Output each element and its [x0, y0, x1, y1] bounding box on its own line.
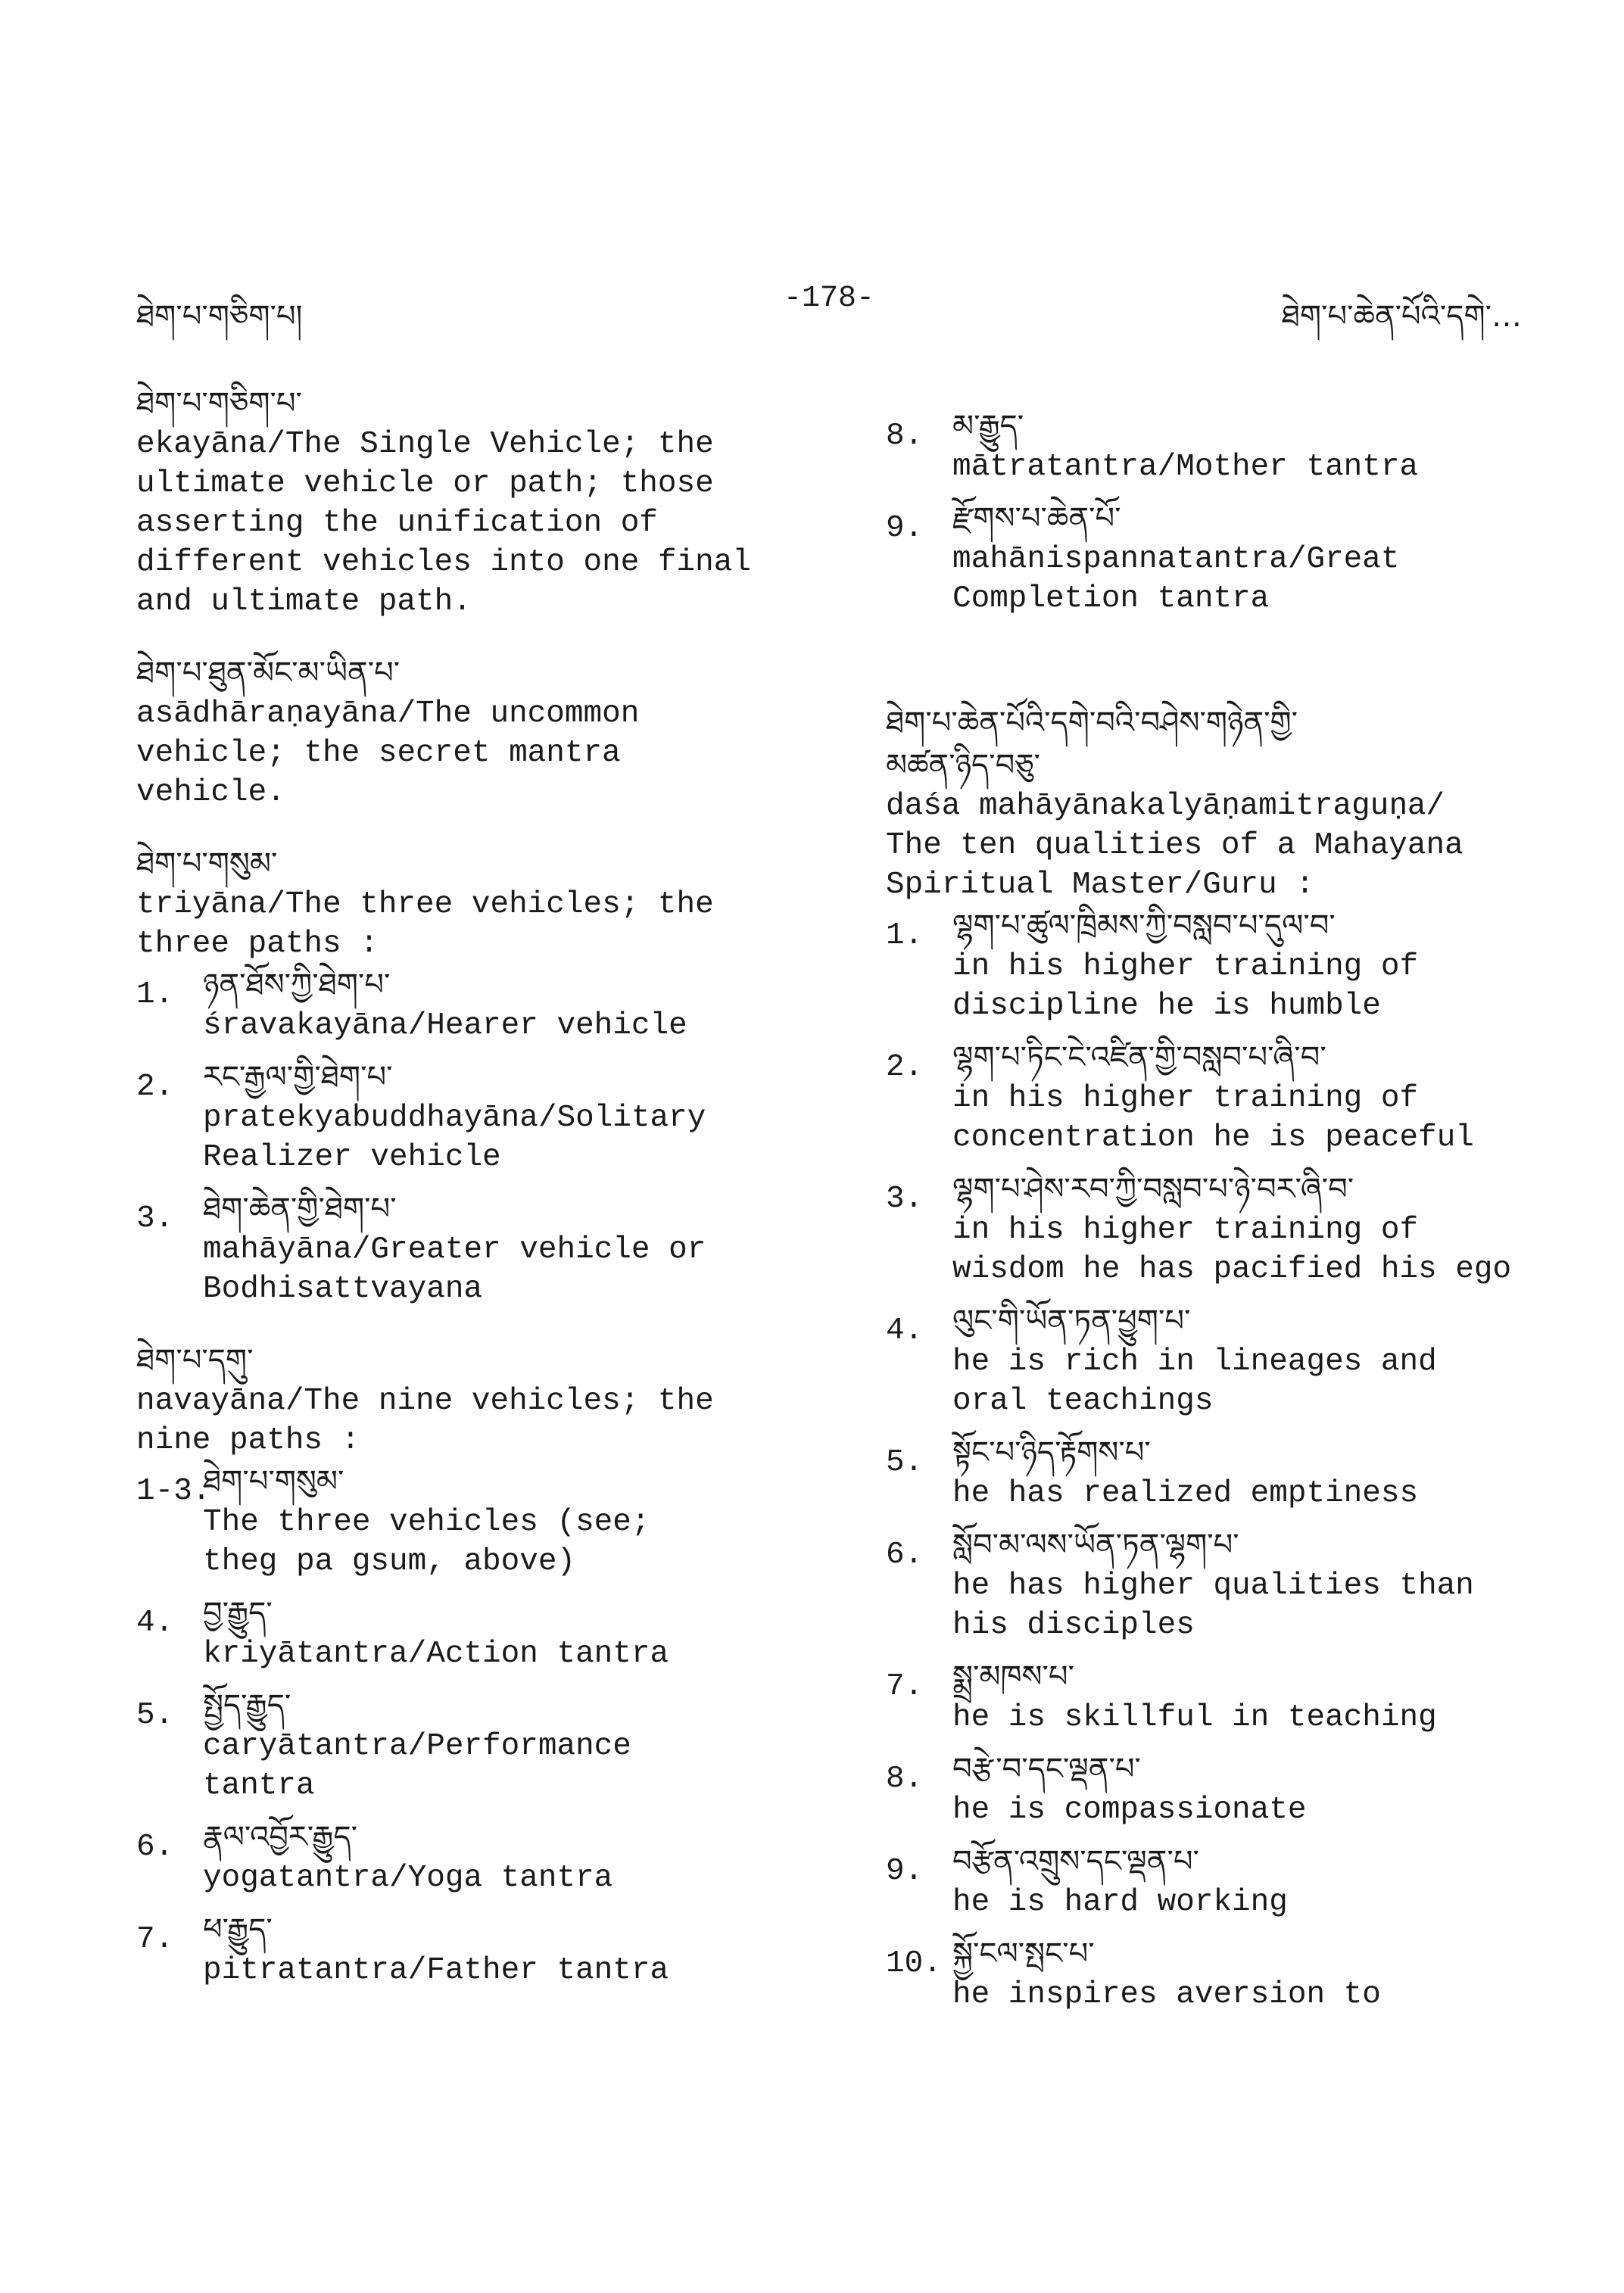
list-item — [886, 1933, 1545, 2014]
item-number: 8. — [886, 419, 924, 453]
item-tibetan: བརྩེ་བ་དང་ལྡན་པ་ — [952, 1752, 1141, 1787]
item-tibetan: སློབ་མ་ལས་ཡོན་ཏན་ལྷག་པ་ — [952, 1528, 1239, 1562]
item-tibetan: ལྷག་པ་ཤེས་རབ་ཀྱི་བསླབ་པ་ཉེ་བར་ཞི་བ་ — [952, 1172, 1354, 1207]
entry-definition: triyāna/The three vehicles; the three paths : — [136, 887, 714, 961]
entry-definition: daśa mahāyānakalyāṇamitraguṇa/ The ten qualities of a Mahayana Spiritual Master/Guru : — [886, 789, 1463, 902]
list-item — [136, 964, 803, 1045]
item-tibetan: རང་རྒྱལ་གྱི་ཐེག་པ་ — [203, 1060, 393, 1095]
item-number: 6. — [886, 1537, 924, 1572]
item-definition: he inspires aversion to — [952, 1977, 1381, 2012]
left-column — [136, 382, 803, 2020]
item-tibetan: ལུང་གི་ཡོན་ཏན་ཕྱུག་པ་ — [952, 1304, 1191, 1338]
item-number: 4. — [886, 1313, 924, 1348]
item-number: 1-3. — [136, 1474, 211, 1509]
page-header — [136, 282, 1522, 335]
list-item — [886, 905, 1545, 1026]
list-item — [136, 1908, 803, 1990]
entry-definition: navayāna/The nine vehicles; the nine paths : — [136, 1384, 714, 1458]
list-item — [136, 1592, 803, 1674]
item-tibetan: ཐེག་ཆེན་གྱི་ཐེག་པ་ — [203, 1192, 397, 1226]
item-definition: śravakayāna/Hearer vehicle — [203, 1008, 687, 1043]
list-item — [886, 1432, 1545, 1513]
item-number: 7. — [886, 1669, 924, 1704]
item-definition: he is skillful in teaching — [952, 1700, 1437, 1735]
item-definition: pitratantra/Father tantra — [203, 1953, 669, 1988]
list-item — [136, 1056, 803, 1177]
sub-list — [886, 405, 1545, 618]
item-tibetan: ལྷག་པ་ཚུལ་ཁྲིམས་ཀྱི་བསླབ་པ་དུལ་བ་ — [952, 908, 1336, 943]
item-definition: in his higher training of discipline he is humble — [952, 949, 1419, 1023]
item-definition: he is rich in lineages and oral teachings — [952, 1344, 1437, 1419]
header-left-guide-word: ཐེག་པ་གཅིག་པ། — [136, 299, 303, 334]
item-definition: he has higher qualities than his disciples — [952, 1569, 1474, 1643]
item-number: 9. — [886, 511, 924, 546]
item-definition: The three vehicles (see; theg pa gsum, above) — [203, 1505, 650, 1579]
item-tibetan: ཐེག་པ་གསུམ་ — [203, 1464, 344, 1499]
list-item — [136, 1188, 803, 1309]
entry-asadharanayana — [136, 652, 803, 812]
list-item — [886, 1300, 1545, 1421]
item-tibetan: མ་རྒྱུད་ — [952, 409, 1024, 444]
entry-headword: ཐེག་པ་ཆེན་པོའི་དགེ་བའི་བཤེས་གཉེན་གྱི་ མཚན་ཉིད་བཅུ་ — [886, 706, 1298, 783]
entry-headword: ཐེག་པ་གསུམ་ — [136, 846, 278, 881]
entry-headword: ཐེག་པ་ཐུན་མོང་མ་ཡིན་པ་ — [136, 656, 401, 690]
item-tibetan: སྤྱོད་རྒྱུད་ — [203, 1688, 291, 1723]
list-item — [886, 1656, 1545, 1737]
item-definition: mātratantra/Mother tantra — [952, 450, 1419, 484]
item-number: 3. — [136, 1201, 174, 1236]
entry-headword: ཐེག་པ་གཅིག་པ་ — [136, 386, 302, 421]
list-item — [886, 1168, 1545, 1289]
item-definition: kriyātantra/Action tantra — [203, 1637, 669, 1671]
item-tibetan: བརྩོན་འགྲུས་དང་ལྡན་པ་ — [952, 1844, 1199, 1879]
item-number: 2. — [886, 1050, 924, 1085]
list-item — [886, 1524, 1545, 1645]
list-item — [886, 1748, 1545, 1830]
item-definition: mahāyāna/Greater vehicle or Bodhisattvayana — [203, 1232, 706, 1307]
item-tibetan: སྨྲ་མཁས་པ་ — [952, 1659, 1074, 1694]
item-tibetan: བྱ་རྒྱུད་ — [203, 1596, 273, 1631]
item-definition: he has realized emptiness — [952, 1476, 1419, 1511]
entry-headword: ཐེག་པ་དགུ་ — [136, 1343, 254, 1378]
list-item — [886, 497, 1545, 618]
item-number: 2. — [136, 1070, 174, 1104]
item-number: 8. — [886, 1762, 924, 1796]
item-number: 5. — [886, 1445, 924, 1480]
entry-dasa-mahayana-kalyanamitraguna — [886, 702, 1545, 2014]
list-item — [136, 1684, 803, 1805]
item-definition: pratekyabuddhayāna/Solitary Realizer vehicle — [203, 1101, 706, 1175]
item-number: 7. — [136, 1922, 174, 1957]
item-definition: he is compassionate — [952, 1793, 1307, 1827]
item-tibetan: སྐྱོ་ངལ་སྤང་པ་ — [952, 1936, 1095, 1971]
entry-definition: asādhāraṇayāna/The uncommon vehicle; the secret mantra vehicle. — [136, 696, 640, 810]
item-tibetan: རྣལ་འབྱོར་རྒྱུད་ — [203, 1820, 357, 1855]
item-definition: yogatantra/Yoga tantra — [203, 1861, 613, 1896]
list-item — [136, 1460, 803, 1581]
list-item — [886, 1036, 1545, 1157]
navayana-continuation — [886, 405, 1545, 618]
page-number: -178- — [783, 282, 875, 316]
item-tibetan: ཕ་རྒྱུད་ — [203, 1912, 273, 1947]
entry-navayana — [136, 1339, 803, 1990]
item-number: 1. — [136, 977, 174, 1012]
sub-list — [886, 905, 1545, 2014]
item-number: 1. — [886, 918, 924, 953]
item-number: 3. — [886, 1182, 924, 1217]
item-number: 10. — [886, 1946, 942, 1981]
entry-ekayana — [136, 382, 803, 622]
item-tibetan: ཉན་ཐོས་ཀྱི་ཐེག་པ་ — [203, 967, 391, 1002]
item-number: 5. — [136, 1698, 174, 1733]
list-item — [886, 405, 1545, 487]
sub-list — [136, 964, 803, 1309]
item-tibetan: ལྷག་པ་ཏིང་ངེ་འཛིན་གྱི་བསླབ་པ་ཞི་བ་ — [952, 1040, 1326, 1075]
item-number: 4. — [136, 1606, 174, 1640]
entry-definition: ekayāna/The Single Vehicle; the ultimate vehicle or path; those asserting the unification of different vehicles into one final and ultimate path. — [136, 427, 751, 619]
entry-triyana — [136, 843, 803, 1309]
header-right-guide-word: ཐེག་པ་ཆེན་པོའི་དགེ་… — [1281, 299, 1522, 334]
list-item — [136, 1816, 803, 1898]
item-number: 9. — [886, 1854, 924, 1889]
item-definition: in his higher training of wisdom he has pacified his ego — [952, 1213, 1512, 1287]
item-definition: caryātantra/Performance tantra — [203, 1729, 631, 1803]
list-item — [886, 1840, 1545, 1922]
item-number: 6. — [136, 1830, 174, 1865]
item-definition: in his higher training of concentration he is peaceful — [952, 1081, 1474, 1155]
item-definition: mahānispannatantra/Great Completion tantra — [952, 542, 1400, 616]
item-tibetan: རྫོགས་པ་ཆེན་པོ་ — [952, 501, 1121, 536]
item-tibetan: སྟོང་པ་ཉིད་རྟོགས་པ་ — [952, 1435, 1151, 1470]
item-definition: he is hard working — [952, 1885, 1288, 1920]
right-column — [886, 405, 1545, 2045]
sub-list — [136, 1460, 803, 1990]
